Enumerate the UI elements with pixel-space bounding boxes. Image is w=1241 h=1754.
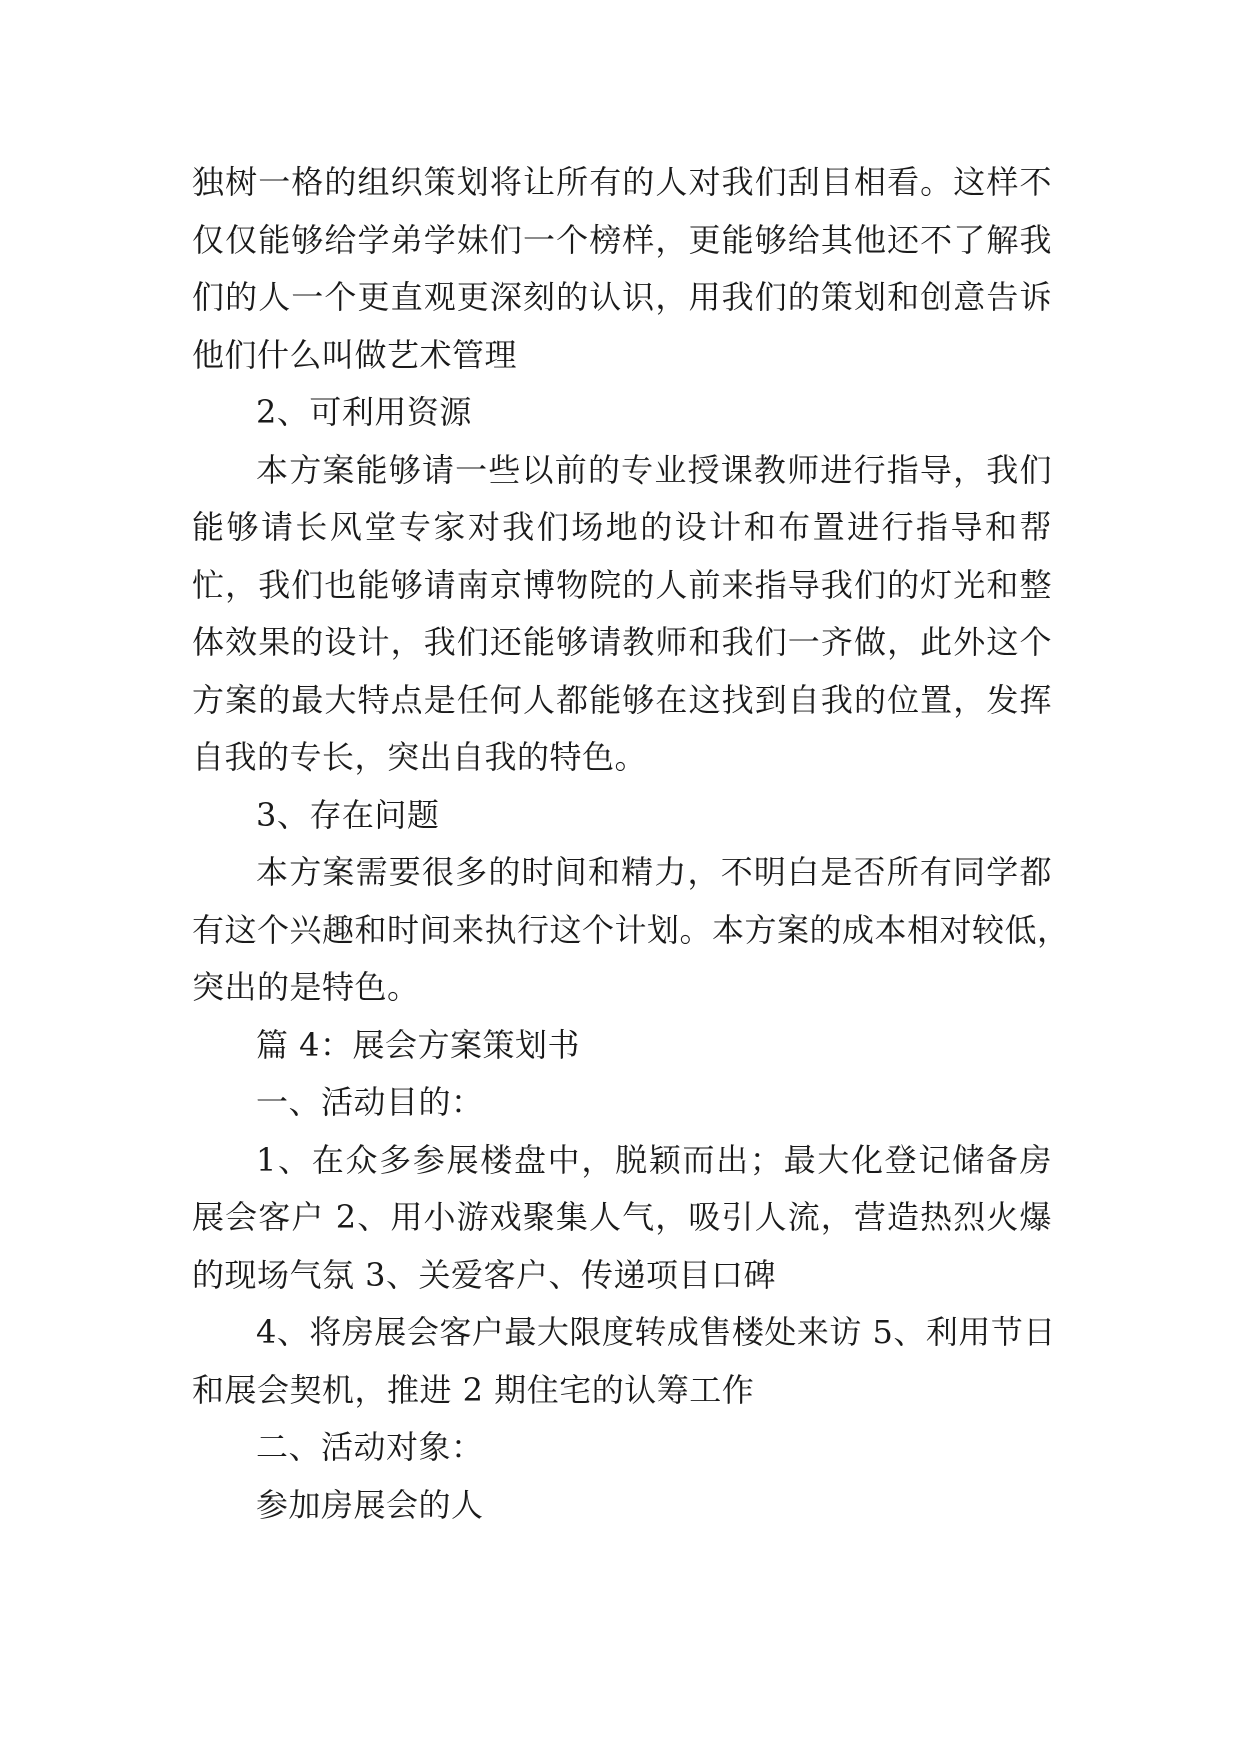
text-line: 一、活动目的： xyxy=(256,1083,484,1121)
text-line: 和展会契机，推进 2 期住宅的认筹工作 xyxy=(192,1370,755,1409)
text-line: 他们什么叫做艺术管理 xyxy=(192,335,518,374)
text-line: 的现场气氛 3、关爱客户、传递项目口碑 xyxy=(192,1255,777,1294)
text-line: 自我的专长，突出自我的特色。 xyxy=(192,738,648,776)
document-body xyxy=(192,154,1070,1534)
text-line: 有这个兴趣和时间来执行这个计划。本方案的成本相对较低， xyxy=(192,910,1070,949)
text-line: 参加房展会的人 xyxy=(256,1485,484,1524)
text-line: 二、活动对象： xyxy=(256,1428,484,1466)
text-line: 独树一格的组织策划将让所有的人对我们刮目相看。这样不 xyxy=(192,163,1052,201)
text-line: 突出的是特色。 xyxy=(192,968,420,1006)
text-line: 体效果的设计，我们还能够请教师和我们一齐做，此外这个 xyxy=(192,623,1052,661)
text-line: 忙，我们也能够请南京博物院的人前来指导我们的灯光和整 xyxy=(192,565,1052,604)
text-line: 能够请长风堂专家对我们场地的设计和布置进行指导和帮 xyxy=(192,508,1052,546)
text-line: 方案的最大特点是任何人都能够在这找到自我的位置，发挥 xyxy=(192,680,1052,719)
text-line: 1、在众多参展楼盘中，脱颖而出；最大化登记储备房 xyxy=(256,1140,1052,1179)
text-line: 本方案需要很多的时间和精力，不明白是否所有同学都 xyxy=(256,853,1052,891)
text-line: 篇 4：展会方案策划书 xyxy=(256,1025,581,1064)
text-line: 3、存在问题 xyxy=(256,795,440,834)
text-line: 2、可利用资源 xyxy=(256,393,472,431)
text-line: 4、将房展会客户最大限度转成售楼处来访 5、利用节日 xyxy=(256,1313,1056,1351)
text-line: 本方案能够请一些以前的专业授课教师进行指导，我们 xyxy=(256,450,1052,489)
text-line: 们的人一个更直观更深刻的认识，用我们的策划和创意告诉 xyxy=(192,278,1052,316)
text-line: 展会客户 2、用小游戏聚集人气，吸引人流，营造热烈火爆 xyxy=(192,1198,1052,1236)
text-line: 仅仅能够给学弟学妹们一个榜样，更能够给其他还不了解我 xyxy=(192,220,1052,259)
